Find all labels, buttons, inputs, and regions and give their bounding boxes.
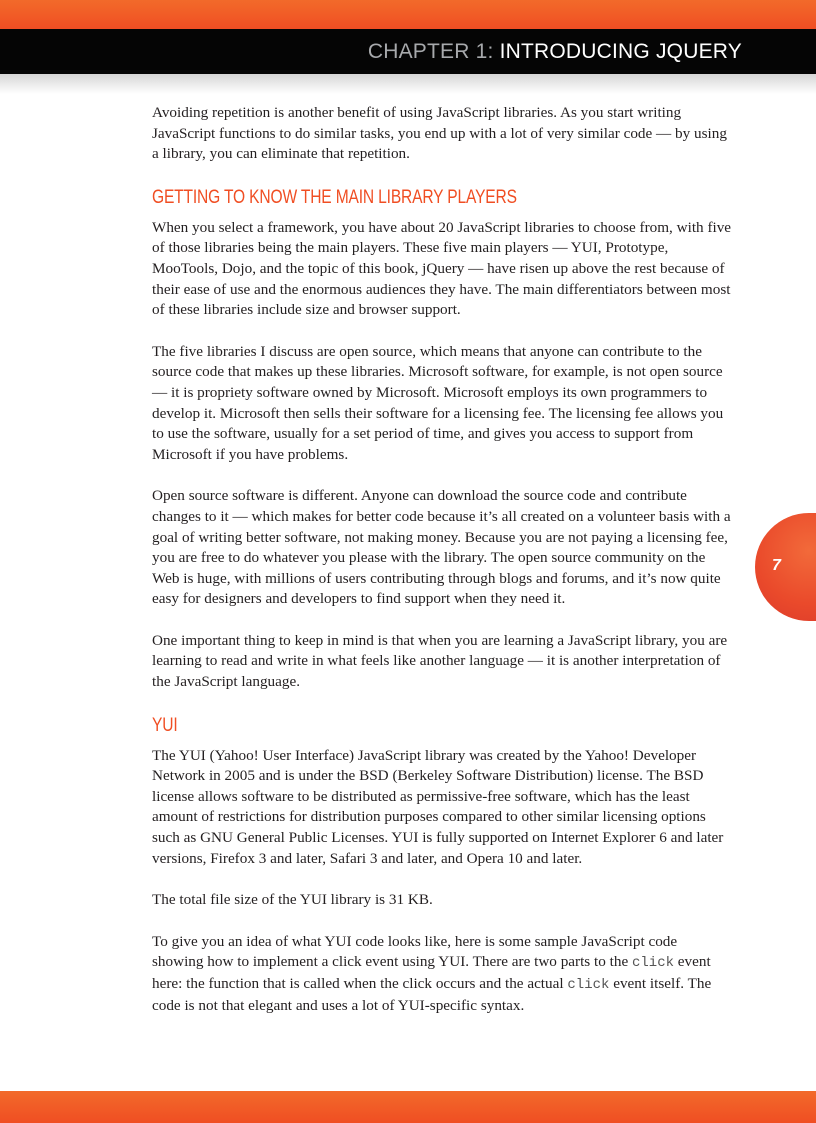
paragraph: One important thing to keep in mind is that when you are learning a JavaScript library, you are learning to read and write in what feels like another language — it is another interpretation of the JavaScript language. (152, 631, 728, 691)
page-number: 7 (772, 557, 781, 574)
bottom-decorative-band (0, 1091, 816, 1123)
section-heading-yui: YUI (152, 714, 178, 736)
chapter-header (0, 29, 816, 74)
inline-code: click (567, 977, 610, 993)
paragraph: The total file size of the YUI library is 31 KB. (152, 891, 433, 909)
paragraph: The five libraries I discuss are open source, which means that anyone can contribute to the source code that makes up these libraries. Microsoft software, for example, is not open source — it is propriety software owned by Microsoft. Microsoft employs its own programmers to develop it. Microsoft then sells their software for a licensing fee. The licensing fee allows you to use the software, usually for a set period of time, and gives you access to support from Microsoft if you have problems. (152, 342, 724, 463)
top-decorative-band (0, 0, 816, 29)
paragraph-with-code (152, 932, 732, 1016)
header-shadow (0, 74, 816, 94)
page-body (152, 103, 732, 1037)
page-number-tab (755, 513, 816, 621)
inline-code: click (631, 955, 674, 972)
chapter-title (368, 40, 742, 64)
text-run: event itself. The code is not that elegant and uses a lot of YUI-specific syntax. (152, 975, 712, 1014)
paragraph: When you select a framework, you have about 20 JavaScript libraries to choose from, with five of those libraries being the main players. These five main players — YUI, Prototype, MooTools, Dojo, and the topic of this book, jQuery — have risen up above the rest because of their ease of use and the enormous audiences they have. The main differentiators between most of these libraries include size and browser support. (152, 218, 732, 319)
intro-paragraph: Avoiding repetition is another benefit of using JavaScript libraries. As you start writing JavaScript functions to do similar tasks, you end up with a lot of very similar code — by using a library, you can eliminate that repetition. (152, 104, 727, 163)
paragraph: Open source software is different. Anyone can download the source code and contribute changes to it — which makes for better code because it’s all created on a volunteer basis with a goal of writing better software, not making money. Because you are not paying a licensing fee, you are free to do whatever you please with the library. The open source community on the Web is huge, with millions of users contributing through blogs and forums, and it’s now quite easy for designers and developers to find support when they need it. (152, 487, 731, 608)
text-run: To give you an idea of what YUI code looks like, here is some sample JavaScript code showing how to implement a click event using YUI. There are two parts to the (152, 932, 678, 971)
chapter-name: INTRODUCING JQUERY (499, 40, 742, 63)
text-run: event here: the function that is called when the click occurs and the actual (152, 953, 711, 992)
section-heading-main-players: GETTING TO KNOW THE MAIN LIBRARY PLAYERS (152, 186, 517, 208)
paragraph: The YUI (Yahoo! User Interface) JavaScript library was created by the Yahoo! Developer Network in 2005 and is under the BSD (Berkeley Software Distribution) license. The BSD license allows software to be distributed as permissive-free software, which has the least amount of restrictions for distribution purposes compared to other similar licensing options such as GNU General Public Licenses. YUI is fully supported on Internet Explorer 6 and later versions, Firefox 3 and later, Safari 3 and later, and Opera 10 and later. (152, 746, 724, 867)
chapter-number: CHAPTER 1: (367, 40, 494, 63)
